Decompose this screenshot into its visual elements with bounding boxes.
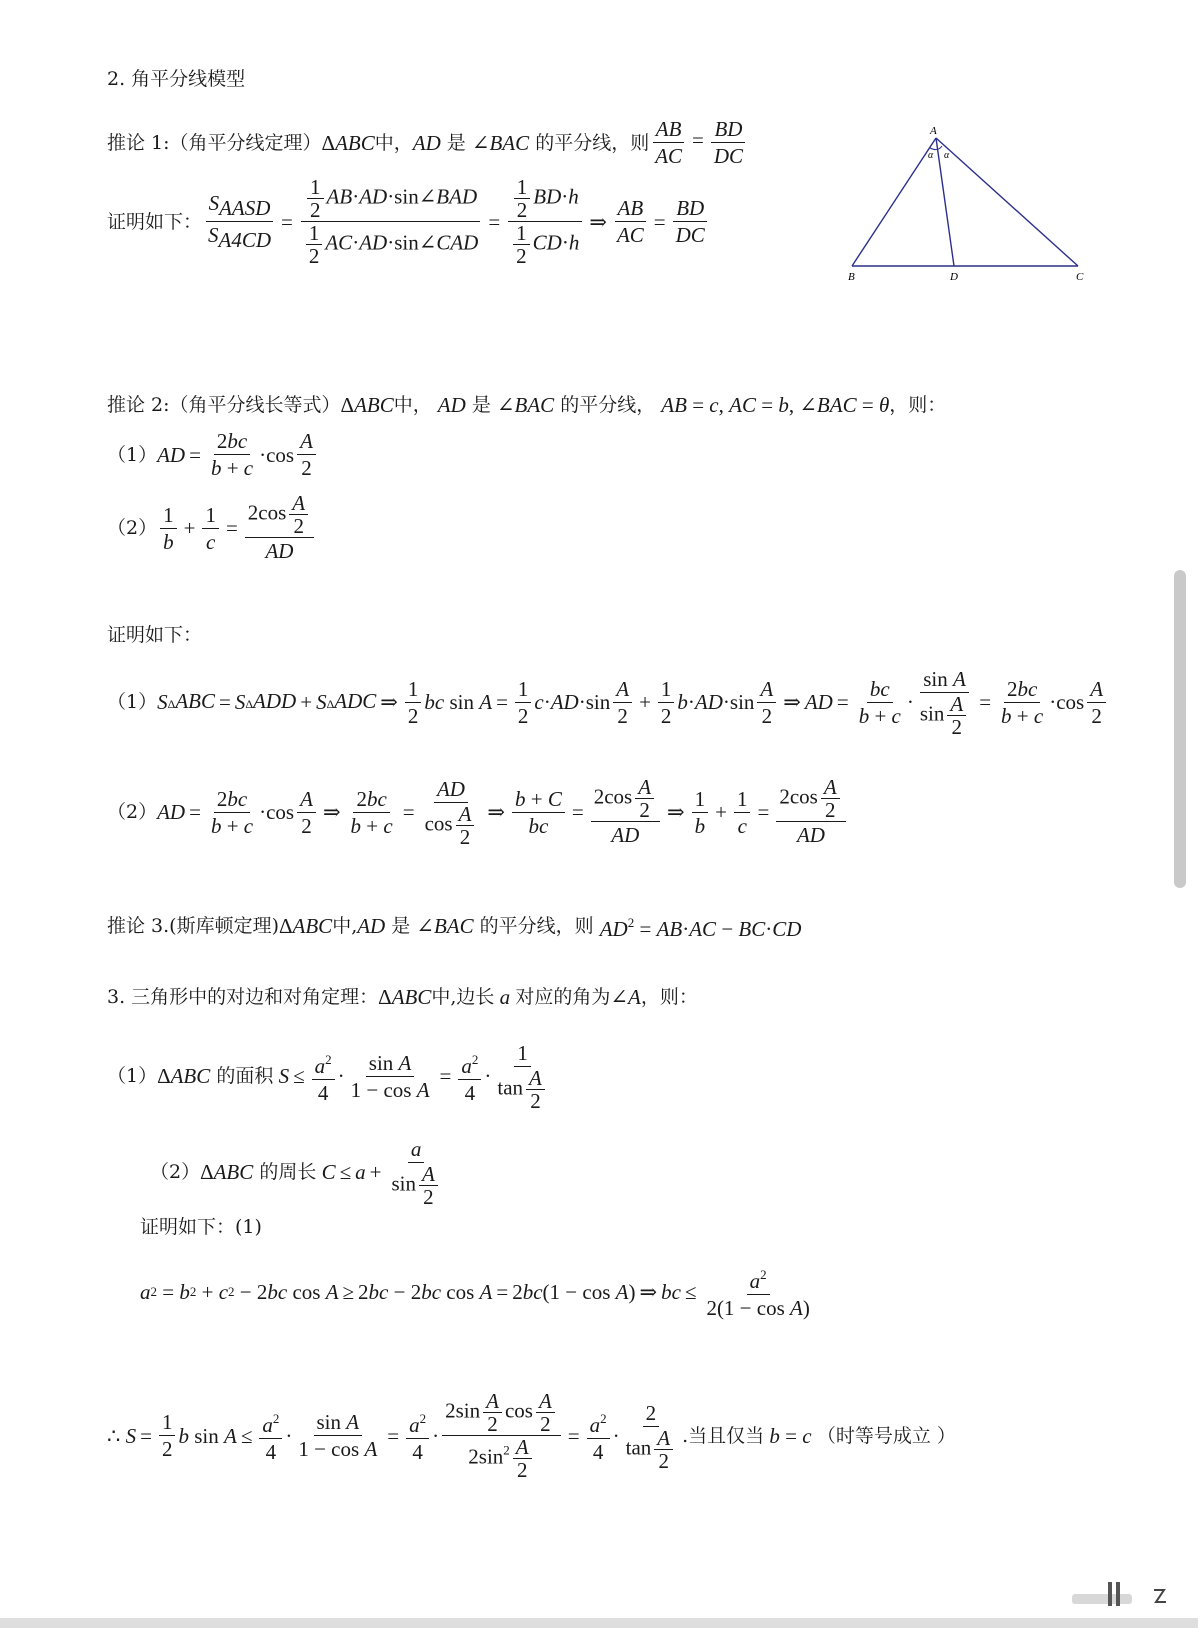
corollary-1: 推论 1: （角平分线定理） ΔABC 中， AD 是 ∠BAC 的平分线，则 $\frac{AB}{AC}$ = $\frac{BD}{DC}$ (107, 116, 749, 169)
proof-2-item-2: （2） AD = $\frac{2bc}{b + c}$ ·cos $\frac{A}{2}$ ⇒ $\frac{2bc}{b + c}$ = AD cos $\frac{A}{2}$ ⇒ $\frac{b + C}{bc}$ = 2cos $\frac{A}{2}$ AD ⇒ $\frac{1}{b}$ + $\frac{1}{c}$ = 2cos $\frac{A}{2}$ AD (107, 776, 849, 848)
text: 中， (374, 131, 413, 154)
corollary-2-item-2: （2） $\frac{1}{b}$ + $\frac{1}{c}$ = 2cos $\frac{A}{2}$ AD (107, 492, 317, 564)
text: 的平分线， (560, 394, 656, 416)
text: 的平分线，则 (479, 915, 594, 937)
corollary-3: 推论 3. (斯库顿定理) ΔABC 中, AD 是 ∠BAC 的平分线，则 $AD^2 = AB\cdot AC - BC\cdot CD$ (107, 914, 802, 941)
item-number: （2） (107, 801, 158, 823)
corollary-2-name: （角平分线长等式） (169, 394, 341, 416)
text: 是 (471, 394, 491, 416)
vertical-scrollbar[interactable] (1174, 570, 1186, 888)
formula-proof-1: $\frac{S_{AASD}}{S_{A4CD}}$ = $\frac{1}{2}$ AB·AD·sin∠BAD $\frac{1}{2}$ AC·AD·sin∠CAD = $\frac{1}{2}$ BD·h $\frac{1}{2}$ CD·h ⇒ $\frac{AB}{AC}$ = $\frac{BD}{DC}$ (202, 176, 711, 267)
corollary-2: 推论 2: （角平分线长等式） ΔABC 中， AD 是 ∠BAC 的平分线， AB = c, AC = b, ∠BAC = θ ，则： (107, 393, 947, 417)
text: 中， (393, 394, 432, 416)
text: 中,边长 (431, 986, 495, 1008)
alpha-right: α (944, 150, 950, 161)
text: 是 (446, 131, 466, 154)
section-3-item-1: （1） ΔABC 的面积 S ≤ $\frac{a^2}{4}$ · $\frac{\text{sin A}}{\text{1 − cos A}}$ = $\frac{a^2}{4}$ · 1 tan $\frac{A}{2}$ (107, 1040, 554, 1112)
label-c: C (1076, 271, 1084, 283)
text: ，则： (889, 394, 947, 416)
corollary-2-label: 推论 2: (107, 394, 170, 416)
proof-3-line-1: a 2 = b 2 + c 2 − 2 bc cos A ≥ 2 bc − 2 bc cos A = 2 bc (1 − cos A ) ⇒ bc ≤ $\frac{a^2}{\text{2(1 − cos A)}}$ (140, 1262, 816, 1321)
corollary-1-name: （角平分线定理） (169, 131, 322, 154)
text: 中, (332, 915, 358, 937)
proof-2-item-1: （1） S ΔABC = S ΔADD + S ΔADC ⇒ $\frac{1}{2}$ bc sin A = $\frac{1}{2}$ c · AD ·sin $\frac{A}{2}$ + $\frac{1}{2}$ b · AD ·sin $\frac{A}{2}$ ⇒ AD = $\frac{bc}{b + c}$ · sin A sin $\frac{A}{2}$ = $\frac{2bc}{b + c}$ ·cos $\frac{A}{2}$ (107, 666, 1109, 738)
proof-3-label: 证明如下：(1) (140, 1216, 262, 1238)
text: 的平分线，则 (535, 131, 650, 154)
item-number: （2） (150, 1161, 201, 1183)
section-3-title: 3. 三角形中的对边和对角定理： ΔABC 中,边长 a 对应的角为 ∠A ，则： (107, 985, 698, 1009)
text: 的面积 (216, 1065, 274, 1087)
item-number: （1） (107, 1065, 158, 1087)
text: 是 (391, 915, 411, 937)
text: 的周长 (259, 1161, 317, 1183)
corollary-1-label: 推论 1: (107, 131, 170, 154)
section-2-title: 2. 角平分线模型 (107, 68, 246, 90)
side-ac (936, 138, 1078, 266)
text: ，则： (640, 986, 698, 1008)
proof-1 (107, 176, 711, 267)
text: 对应的角为 (515, 986, 611, 1008)
section-3-heading: 3. 三角形中的对边和对角定理： (107, 986, 379, 1008)
triangle-figure (836, 124, 1086, 290)
text: （时等号成立 ） (816, 1424, 956, 1447)
corollary-3-name: (斯库顿定理) (169, 915, 279, 937)
corollary-3-label: 推论 3. (107, 915, 170, 937)
corollary-2-item-1: （1） AD = $\frac{2bc}{b + c}$ ·cos $\frac{A}{2}$ (107, 428, 319, 481)
label-a: A (930, 125, 937, 137)
item-number: （2） (107, 517, 158, 539)
label-d: D (950, 271, 958, 283)
proof-2-label: 证明如下： (107, 624, 203, 646)
page-toolbar-icon[interactable] (1070, 1580, 1170, 1610)
text: .当且仅当 (682, 1424, 765, 1447)
alpha-left: α (928, 150, 934, 161)
label-b: B (848, 271, 855, 283)
item-number: （1） (107, 691, 158, 713)
item-number: （1） (107, 443, 158, 466)
proof-3-line-2: ∴ S = $\frac{1}{2}$ b sin A ≤ $\frac{a^2}{4}$ · $\frac{\text{sin A}}{\text{1 − cos A}}$ = $\frac{a^2}{4}$ · 2sin $\frac{A}{2}$ cos $\frac{A}{2}$ $2\sin^2$ $\frac{A}{2}$ = $\frac{a^2}{4}$ · 2 tan $\frac{A}{2}$ .当且仅当 b = c （时等号成立 ） (107, 1389, 956, 1482)
proof-label: 证明如下： (107, 210, 203, 233)
formula-ratio: $\frac{AB}{AC}$ = $\frac{BD}{DC}$ (649, 116, 749, 169)
side-ab (852, 138, 936, 266)
bottom-bar (0, 1618, 1198, 1628)
section-3-item-2: （2） ΔABC 的周长 C ≤ a + a sin $\frac{A}{2}$ (150, 1136, 447, 1208)
